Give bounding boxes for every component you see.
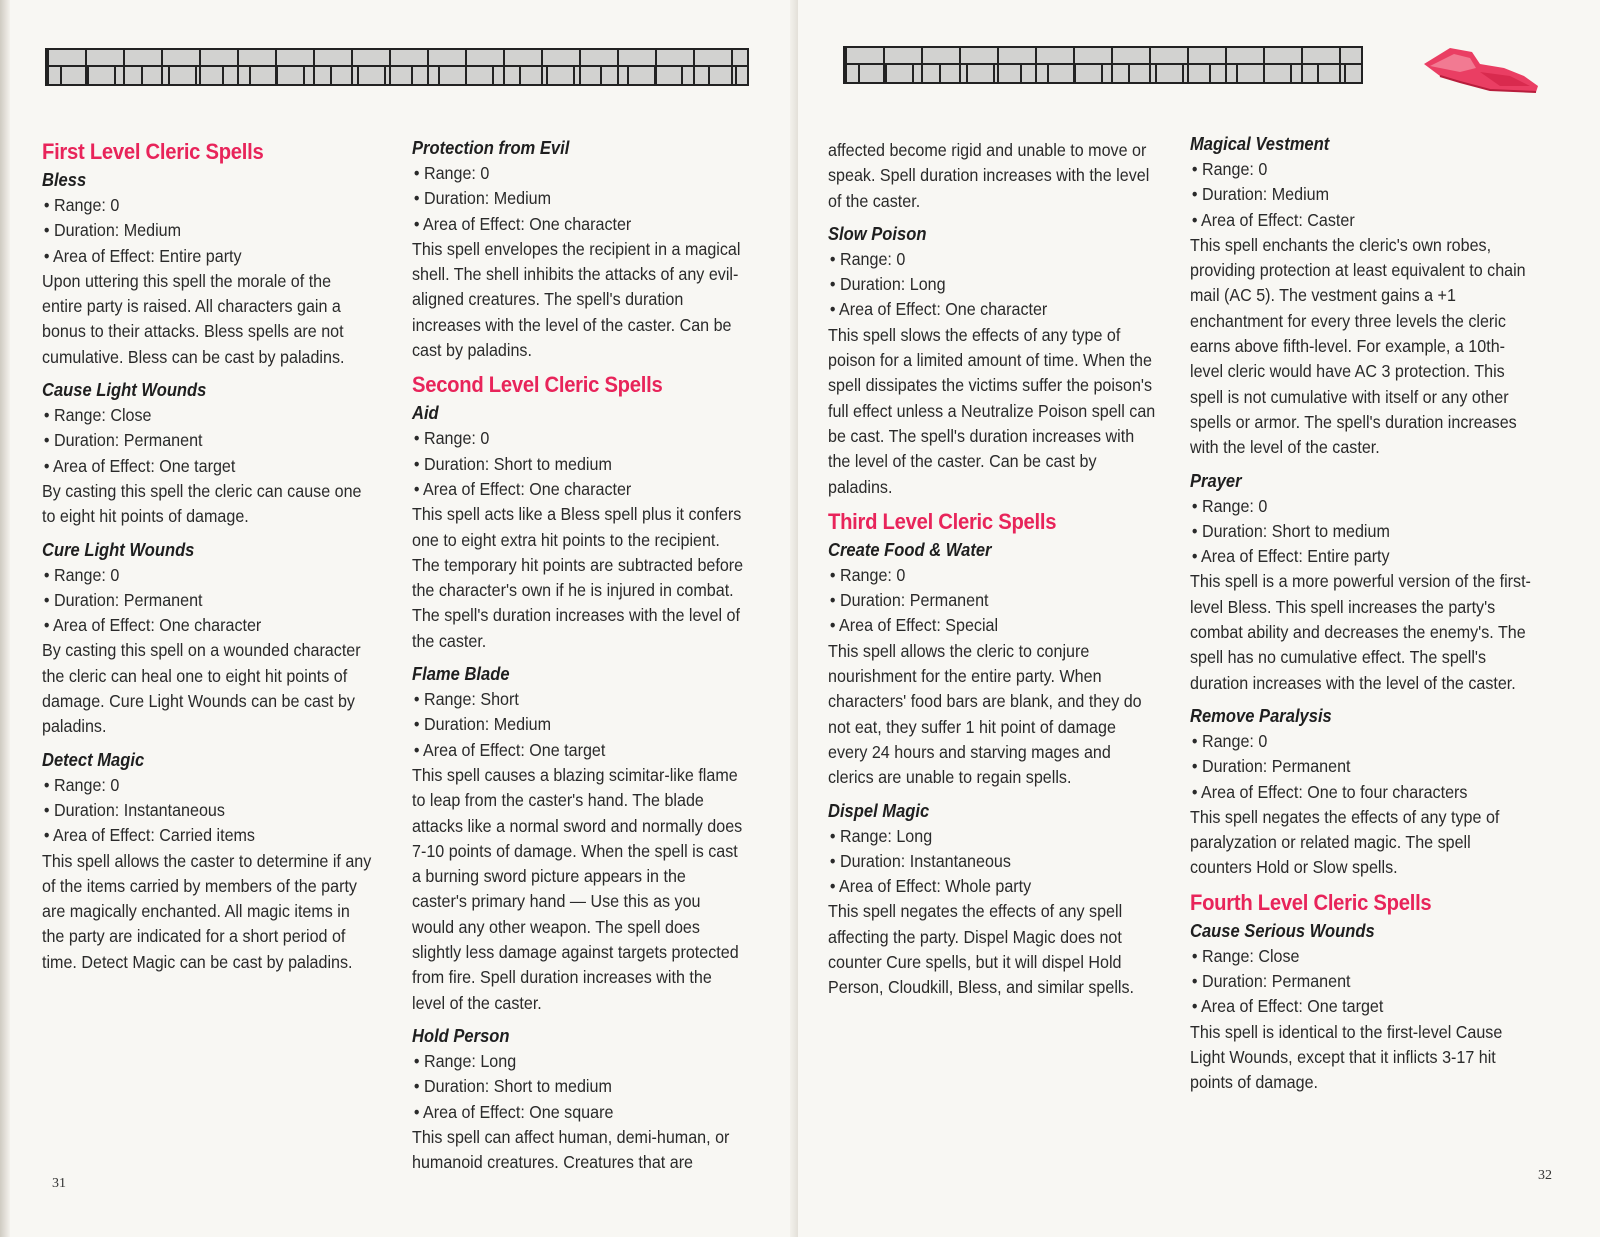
spell-entry [1190, 704, 1532, 881]
spell-description: This spell envelopes the recipient in a magical shell. The shell inhibits the attacks of any evil-aligned creatures. The spell's duration increases with the level of the caster. Can be cast by paladins. [412, 238, 741, 361]
spell-description: This spell is a more powerful version of the first-level Bless. This spell increases the party's combat ability and decreases the enemy's. The spell has no cumulative effect. The spell's duration increases with the level of the caster. [1190, 571, 1531, 693]
spell-description: This spell negates the effects of any spell affecting the party. Dispel Magic does not counter Cure spells, but it will dispel Hold Person, Cloudkill, Bless, and similar spells. [828, 901, 1135, 998]
spell-area: • Area of Effect: One character [413, 478, 632, 499]
spell-duration: • Duration: Medium [1191, 184, 1330, 205]
spell-range: • Range: Long [413, 1050, 517, 1071]
spell-duration: • Duration: Instantaneous [829, 850, 1011, 871]
spell-area: • Area of Effect: One character [413, 213, 632, 234]
spell-duration: • Duration: Permanent [43, 589, 203, 610]
stone-wall-banner-left [45, 48, 749, 86]
spell-description: This spell allows the cleric to conjure nourishment for the entire party. When characters' food bars are blank, and they do not eat, they suffer 1 hit point of damage every 24 hours and starving mages and clerics are unable to regain spells. [828, 640, 1142, 788]
column-1 [42, 138, 373, 983]
spell-area: • Area of Effect: One square [413, 1101, 614, 1122]
spell-duration: • Duration: Long [829, 274, 946, 295]
spell-name: Dispel Magic [828, 800, 930, 821]
spell-description: This spell slows the effects of any type of poison for a limited amount of time. When the spell dissipates the victims suffer the poison's full effect unless a Neutralize Poison spell can be cast. The spell's duration increases with the level of the caster. Can be cast by paladins. [828, 324, 1156, 497]
spell-duration: • Duration: Instantaneous [43, 799, 225, 820]
spell-duration: • Duration: Permanent [43, 430, 203, 451]
spell-duration: • Duration: Permanent [829, 590, 989, 611]
spell-description: This spell acts like a Bless spell plus it confers one to eight extra hit points to the recipient. The temporary hit points are subtracted before the character's own if he is injured in combat. The spell's duration increases with the level of the caster. [412, 504, 744, 651]
column-4 [1190, 132, 1532, 1104]
spell-entry [1190, 132, 1532, 461]
spell-description: This spell causes a blazing scimitar-like flame to leap from the caster's hand. The blade attacks like a normal sword and normally does 7-10 points of damage. When the spell is cast a burning sword picture appears in the caster's primary hand — Use this as you would any other weapon. The spell does slightly less damage against targets protected from fire. Spell duration increases with the level of the caster. [412, 764, 743, 1013]
spell-name: Slow Poison [828, 223, 927, 244]
spell-area: • Area of Effect: One target [1191, 996, 1384, 1017]
spell-area: • Area of Effect: One character [829, 299, 1048, 320]
spell-range: • Range: 0 [829, 564, 906, 585]
spell-name: Bless [42, 170, 87, 190]
left-page [0, 0, 798, 1237]
spell-range: • Range: 0 [829, 248, 906, 269]
page-number-left: 31 [52, 1176, 66, 1191]
spell-range: • Range: 0 [413, 163, 490, 183]
spell-description: This spell can affect human, demi-human, or humanoid creatures. Creatures that are [412, 1126, 730, 1173]
spell-area: • Area of Effect: One target [43, 455, 236, 476]
boots-icon [1420, 42, 1540, 97]
spell-description-continued: affected become rigid and unable to move or speak. Spell duration increases with the level of the caster. [828, 140, 1150, 211]
spell-area: • Area of Effect: One target [413, 739, 606, 760]
column-3 [828, 138, 1159, 1009]
spell-range: • Range: 0 [1191, 495, 1268, 516]
spell-entry [412, 136, 745, 363]
section-heading: First Level Cleric Spells [42, 139, 264, 164]
spell-range: • Range: 0 [1191, 730, 1268, 751]
spell-entry [42, 168, 373, 370]
spell-duration: • Duration: Permanent [1191, 971, 1351, 992]
spell-area: • Area of Effect: Entire party [1191, 546, 1390, 567]
spell-entry [42, 538, 373, 740]
section-heading: Third Level Cleric Spells [828, 508, 1057, 534]
spell-range: • Range: 0 [413, 428, 490, 449]
spell-entry [1190, 919, 1532, 1096]
spell-area: • Area of Effect: Entire party [43, 245, 242, 266]
spell-entry [412, 401, 745, 654]
spell-range: • Range: Close [43, 405, 152, 426]
spell-description: This spell enchants the cleric's own robes, providing protection at least equivalent to chain mail (AC 5). The vestment gains a +1 enchantment for every three levels the cleric earns above fifth-level. For example, a 10th-level cleric would have AC 3 protection. This spell is not cumulative with itself or any other spells or armor. The spell's duration increases with the level of the caster. [1190, 234, 1526, 458]
column-2 [412, 136, 745, 1183]
spell-description: This spell is identical to the first-level Cause Light Wounds, except that it inflicts 3-17 hit points of damage. [1190, 1021, 1503, 1093]
spell-name: Flame Blade [412, 664, 510, 685]
spell-name: Magical Vestment [1190, 134, 1330, 154]
spell-description: By casting this spell the cleric can cause one to eight hit points of damage. [42, 480, 362, 527]
page-edge [0, 0, 10, 1237]
section-heading: Fourth Level Cleric Spells [1190, 889, 1432, 915]
spell-description: By casting this spell on a wounded character the cleric can heal one to eight hit points of damage. Cure Light Wounds can be cast by paladins. [42, 640, 361, 737]
spell-area: • Area of Effect: One character [43, 615, 262, 636]
spell-name: Aid [412, 403, 439, 424]
spell-name: Cure Light Wounds [42, 539, 195, 560]
spell-name: Cause Light Wounds [42, 380, 207, 401]
spell-range: • Range: Close [1191, 945, 1300, 966]
spell-duration: • Duration: Permanent [1191, 756, 1351, 777]
spell-entry [412, 662, 745, 1016]
page-number-right: 32 [1538, 1168, 1552, 1183]
spell-area: • Area of Effect: Special [829, 615, 999, 636]
spell-name: Detect Magic [42, 749, 145, 770]
spell-area: • Area of Effect: Caster [1191, 209, 1355, 230]
spell-area: • Area of Effect: Carried items [43, 825, 255, 846]
spell-description: This spell negates the effects of any type of paralyzation or related magic. The spell counters Hold or Slow spells. [1190, 806, 1500, 878]
spell-range: • Range: 0 [43, 774, 120, 795]
spell-entry [828, 222, 1159, 500]
spell-duration: • Duration: Short to medium [1191, 520, 1390, 541]
right-page [798, 0, 1600, 1237]
spell-duration: • Duration: Medium [43, 220, 182, 241]
spell-area: • Area of Effect: One to four characters [1191, 781, 1468, 802]
spell-range: • Range: Long [829, 825, 933, 846]
section-heading: Second Level Cleric Spells [412, 372, 663, 398]
spell-range: • Range: 0 [43, 564, 120, 585]
spell-name: Protection from Evil [412, 138, 570, 158]
spell-description: This spell allows the caster to determine if any of the items carried by members of the party are magically enchanted. All magic items in the party are indicated for a short period of time. Detect Magic can be cast by paladins. [42, 850, 372, 972]
spell-duration: • Duration: Medium [413, 714, 552, 735]
spell-duration: • Duration: Short to medium [413, 1076, 612, 1097]
spell-entry [412, 1024, 745, 1175]
spell-entry [828, 799, 1159, 1001]
spell-range: • Range: 0 [1191, 159, 1268, 179]
spell-name: Hold Person [412, 1025, 510, 1046]
spell-entry [828, 538, 1159, 791]
spell-range: • Range: 0 [43, 195, 120, 215]
spell-description: Upon uttering this spell the morale of the entire party is raised. All characters gain a bonus to their attacks. Bless spells are not cumulative. Bless can be cast by paladins. [42, 270, 345, 367]
stone-wall-banner-right [843, 46, 1363, 84]
spell-duration: • Duration: Short to medium [413, 453, 612, 474]
spell-entry [42, 378, 373, 529]
spell-range: • Range: Short [413, 689, 519, 710]
spell-area: • Area of Effect: Whole party [829, 876, 1032, 897]
spell-name: Cause Serious Wounds [1190, 920, 1375, 941]
spell-entry [1190, 469, 1532, 696]
spell-duration: • Duration: Medium [413, 188, 552, 209]
spell-entry [42, 748, 373, 975]
spell-name: Prayer [1190, 470, 1242, 491]
spell-name: Remove Paralysis [1190, 705, 1332, 726]
spell-name: Create Food & Water [828, 539, 992, 560]
